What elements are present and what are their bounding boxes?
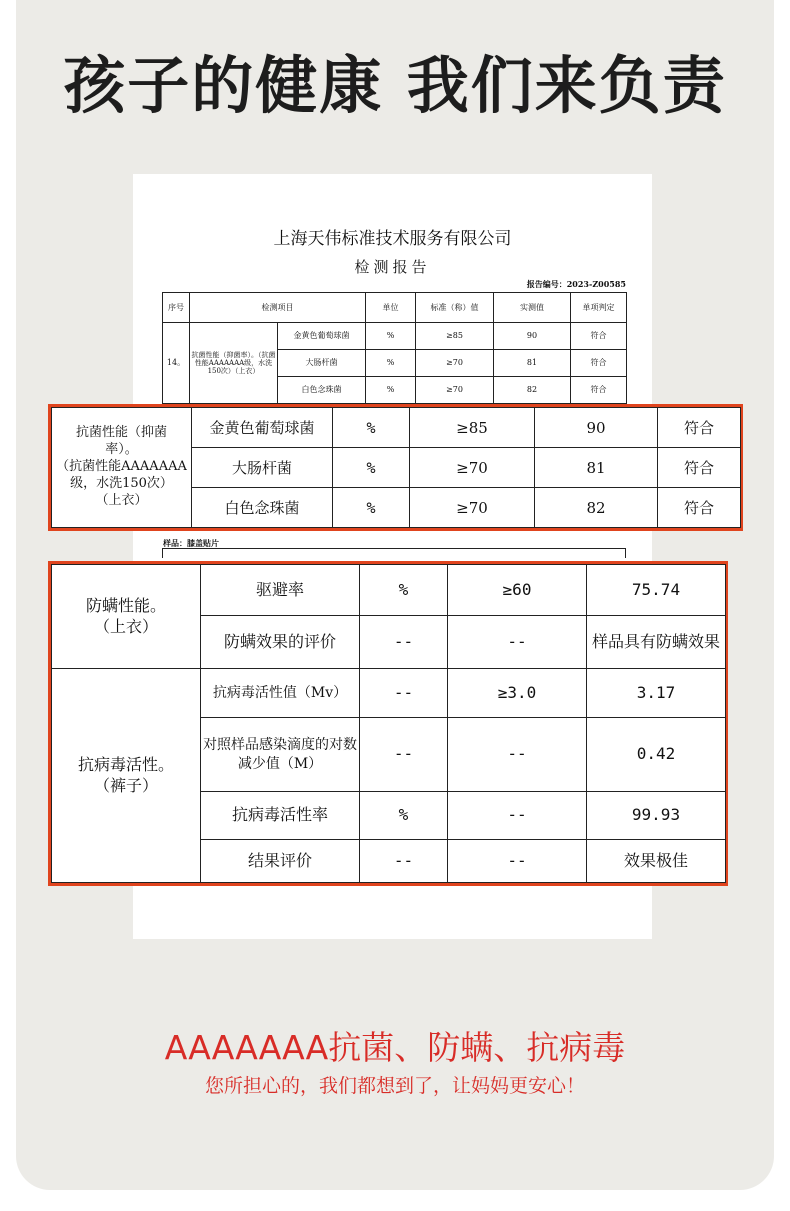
unit-cell: --: [360, 669, 448, 718]
bacteria-name: 白色念珠菌: [192, 488, 333, 528]
measured-cell: 99.93: [587, 792, 726, 840]
small-cell: 金黄色葡萄球菌: [278, 323, 366, 350]
measured-cell: 90: [535, 408, 658, 448]
unit-cell: --: [360, 840, 448, 883]
standard-cell: --: [448, 792, 587, 840]
measured-cell: 81: [535, 448, 658, 488]
standard-cell: ≥60: [448, 565, 587, 616]
small-cell: ≥70: [416, 377, 494, 404]
small-cell: 符合: [571, 377, 627, 404]
standard-cell: ≥3.0: [448, 669, 587, 718]
sample-label: 样品：膝盖贴片: [163, 538, 219, 548]
standard-cell: --: [448, 840, 587, 883]
item-line: （抗菌性能AAAAAAA: [56, 459, 187, 475]
test-name: 结果评价: [201, 840, 360, 883]
measured-cell: 效果极佳: [587, 840, 726, 883]
small-cell: 符合: [571, 323, 627, 350]
standard-cell: ≥85: [410, 408, 535, 448]
item-line: （上衣）: [93, 616, 158, 636]
test-name: 对照样品感染滴度的对数减少值（M）: [201, 718, 360, 792]
unit-cell: %: [333, 448, 410, 488]
item-line: 级，水洗150次）: [70, 475, 173, 491]
antibacterial-item: [52, 408, 192, 528]
measured-cell: 75.74: [587, 565, 726, 616]
antimite-antivirus-highlight: [48, 561, 728, 886]
report-title: 检测报告: [354, 258, 431, 276]
antibacterial-table: [51, 407, 741, 528]
report-number: 报告编号：2023-Z00585: [526, 279, 626, 289]
item-line: （裤子）: [93, 775, 158, 795]
small-cell: 82: [494, 377, 571, 404]
table-continuation: [162, 548, 626, 558]
small-cell: 大肠杆菌: [278, 350, 366, 377]
measured-cell: 3.17: [587, 669, 726, 718]
small-cell: 符合: [571, 350, 627, 377]
antibacterial-highlight: [48, 404, 743, 531]
page-headline: 孩子的健康 我们来负责: [63, 49, 727, 122]
measured-cell: 样品具有防螨效果: [587, 616, 726, 669]
verdict-cell: 符合: [658, 408, 741, 448]
standard-cell: --: [448, 718, 587, 792]
antivirus-item: [52, 669, 201, 883]
item-line: 抗菌性能（抑菌: [75, 425, 167, 441]
header-standard: 标准（称）值: [416, 293, 494, 323]
unit-cell: %: [360, 792, 448, 840]
report-table: [162, 292, 627, 404]
footer-title: AAAAAAA抗菌、防螨、抗病毒: [164, 1028, 626, 1067]
test-name: 抗病毒活性值（Mv）: [201, 669, 360, 718]
unit-cell: --: [360, 616, 448, 669]
small-cell: 白色念珠菌: [278, 377, 366, 404]
small-cell: %: [366, 377, 416, 404]
header-measured: 实测值: [494, 293, 571, 323]
standard-cell: ≥70: [410, 448, 535, 488]
header-unit: 单位: [366, 293, 416, 323]
small-item-name: 抗菌性能（抑菌率）。（抗菌性能AAAAAAA级，水洗150次）（上衣）: [190, 323, 278, 404]
header-no: 序号: [163, 293, 190, 323]
footer-subtitle: 您所担心的，我们都想到了，让妈妈更安心！: [204, 1075, 585, 1097]
row-number: 14。: [163, 323, 190, 404]
small-cell: ≥85: [416, 323, 494, 350]
small-cell: %: [366, 350, 416, 377]
antimite-antivirus-table: [51, 564, 726, 883]
test-name: 防螨效果的评价: [201, 616, 360, 669]
unit-cell: %: [333, 408, 410, 448]
item-line: 防螨性能。: [85, 595, 166, 615]
bacteria-name: 大肠杆菌: [192, 448, 333, 488]
item-line: 率）。: [105, 442, 138, 458]
small-cell: 90: [494, 323, 571, 350]
unit-cell: --: [360, 718, 448, 792]
standard-cell: --: [448, 616, 587, 669]
item-line: 抗病毒活性。: [77, 754, 174, 774]
small-cell: %: [366, 323, 416, 350]
bacteria-name: 金黄色葡萄球菌: [192, 408, 333, 448]
unit-cell: %: [333, 488, 410, 528]
header-item: 检测项目: [190, 293, 366, 323]
measured-cell: 82: [535, 488, 658, 528]
header-verdict: 单项判定: [571, 293, 627, 323]
small-cell: ≥70: [416, 350, 494, 377]
test-name: 驱避率: [201, 565, 360, 616]
report-company: 上海天伟标准技术服务有限公司: [273, 229, 512, 249]
small-cell: 81: [494, 350, 571, 377]
antimite-item: [52, 565, 201, 669]
test-name: 抗病毒活性率: [201, 792, 360, 840]
item-line: （上衣）: [95, 492, 148, 508]
measured-cell: 0.42: [587, 718, 726, 792]
unit-cell: %: [360, 565, 448, 616]
verdict-cell: 符合: [658, 448, 741, 488]
standard-cell: ≥70: [410, 488, 535, 528]
verdict-cell: 符合: [658, 488, 741, 528]
